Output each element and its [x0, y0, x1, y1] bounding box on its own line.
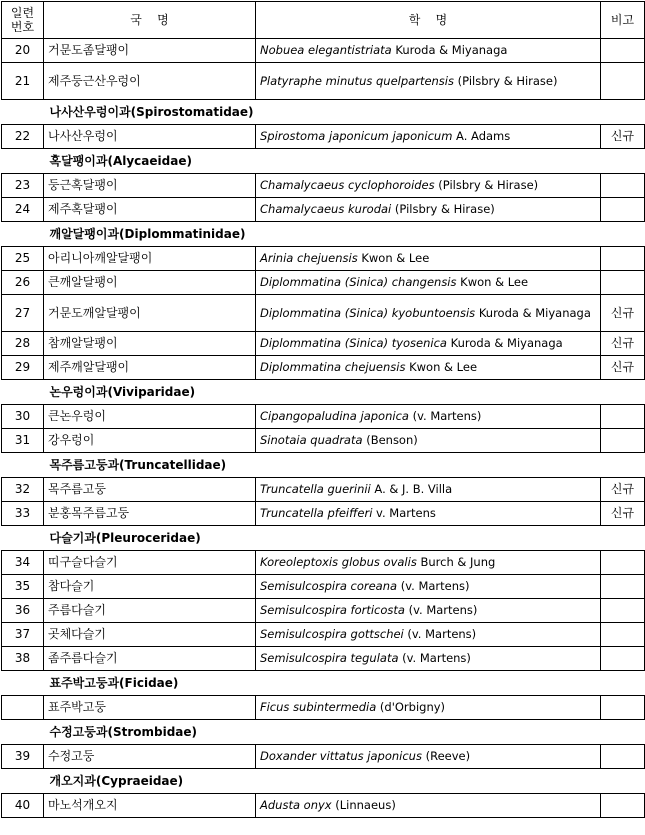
family-heading: 나사산우렁이과(Spirostomatidae): [49, 104, 254, 119]
korean-name-cell: 수정고둥: [44, 745, 256, 769]
korean-name-cell: 표주박고둥: [44, 696, 256, 720]
species-binomial: Semisulcospira coreana: [260, 579, 398, 593]
serial-number-cell: 24: [2, 198, 44, 222]
korean-name-cell: 분홍목주름고둥: [44, 502, 256, 526]
family-heading-row: [2, 526, 645, 551]
family-heading: 다슬기과(Pleuroceridae): [49, 530, 201, 545]
serial-number-cell: 35: [2, 575, 44, 599]
scientific-name-cell: [256, 794, 601, 818]
korean-name-cell: 거문도깨알달팽이: [44, 295, 256, 332]
family-heading-row: [2, 671, 645, 696]
serial-number-cell: 36: [2, 599, 44, 623]
note-cell: [601, 429, 645, 453]
scientific-name-cell: [256, 405, 601, 429]
korean-name-cell: 제주둥근산우렁이: [44, 63, 256, 100]
species-authority: (Pilsbry & Hirase): [454, 73, 558, 88]
table-row: [2, 575, 645, 599]
serial-number-cell: 34: [2, 551, 44, 575]
family-heading-row: [2, 100, 645, 125]
header-korean-name: 국 명: [44, 2, 256, 39]
scientific-name-cell: [256, 696, 601, 720]
species-binomial: Diplommatina (Sinica) kyobuntoensis: [260, 305, 476, 320]
serial-number-cell: 25: [2, 247, 44, 271]
table-row: [2, 599, 645, 623]
korean-name-cell: 큰깨알달팽이: [44, 271, 256, 295]
note-cell: [601, 174, 645, 198]
family-heading-row: [2, 149, 645, 174]
korean-name-cell: 나사산우렁이: [44, 125, 256, 149]
species-binomial: Diplommatina chejuensis: [260, 360, 406, 374]
scientific-name-cell: [256, 551, 601, 575]
table-row: [2, 125, 645, 149]
korean-name-cell: 강우렁이: [44, 429, 256, 453]
species-authority: Kwon & Lee: [456, 275, 529, 289]
serial-number-cell: 20: [2, 39, 44, 63]
serial-number-cell: 21: [2, 63, 44, 100]
species-binomial: Platyraphe minutus quelpartensis: [260, 73, 454, 88]
species-binomial: Chamalycaeus cyclophoroides: [260, 178, 435, 192]
species-authority: (Pilsbry & Hirase): [434, 178, 539, 192]
note-cell: [601, 63, 645, 100]
korean-name-cell: 목주름고둥: [44, 478, 256, 502]
species-binomial: Semisulcospira forticosta: [260, 603, 405, 617]
table-row: [2, 794, 645, 818]
species-authority: (Reeve): [421, 749, 471, 763]
table-row: [2, 332, 645, 356]
serial-number-cell: 40: [2, 794, 44, 818]
serial-number-cell: 33: [2, 502, 44, 526]
species-binomial: Ficus subintermedia: [260, 700, 377, 714]
species-authority: Kuroda & Miyanaga: [446, 336, 563, 350]
species-authority: (d'Orbigny): [376, 700, 446, 714]
species-authority: (v. Martens): [408, 409, 482, 423]
species-authority: Burch & Jung: [416, 555, 496, 569]
note-cell: 신규: [601, 502, 645, 526]
scientific-name-cell: [256, 647, 601, 671]
korean-name-cell: 참다슬기: [44, 575, 256, 599]
serial-number-cell: 32: [2, 478, 44, 502]
species-binomial: Cipangopaludina japonica: [260, 409, 409, 423]
scientific-name-cell: [256, 332, 601, 356]
family-heading: 목주름고둥과(Truncatellidae): [49, 457, 227, 472]
header-note: 비고: [601, 2, 645, 39]
scientific-name-cell: [256, 125, 601, 149]
species-authority: v. Martens: [372, 506, 436, 520]
scientific-name-cell: [256, 39, 601, 63]
korean-name-cell: 제주깨알달팽이: [44, 356, 256, 380]
species-binomial: Semisulcospira tegulata: [260, 651, 399, 665]
table-row: [2, 295, 645, 332]
species-authority: (v. Martens): [403, 627, 477, 641]
serial-number-cell: 37: [2, 623, 44, 647]
species-binomial: Truncatella pfeifferi: [260, 506, 373, 520]
scientific-name-cell: [256, 356, 601, 380]
serial-number-cell: 29: [2, 356, 44, 380]
family-heading-row: [2, 453, 645, 478]
table-row: [2, 551, 645, 575]
note-cell: 신규: [601, 125, 645, 149]
serial-number-cell: 38: [2, 647, 44, 671]
serial-number-cell: 22: [2, 125, 44, 149]
species-binomial: Spirostoma japonicum japonicum: [260, 129, 453, 143]
table-row: [2, 502, 645, 526]
species-authority: (v. Martens): [404, 603, 478, 617]
note-cell: 신규: [601, 478, 645, 502]
scientific-name-cell: [256, 295, 601, 332]
family-heading-row: [2, 222, 645, 247]
species-table: [1, 1, 645, 818]
table-row: [2, 271, 645, 295]
note-cell: [601, 271, 645, 295]
serial-number-cell: 39: [2, 745, 44, 769]
serial-number-cell: 28: [2, 332, 44, 356]
note-cell: [601, 696, 645, 720]
table-row: [2, 356, 645, 380]
family-heading-row: [2, 380, 645, 405]
serial-number-cell: 23: [2, 174, 44, 198]
species-binomial: Chamalycaeus kurodai: [260, 202, 392, 216]
korean-name-cell: 큰논우렁이: [44, 405, 256, 429]
korean-name-cell: 둥근혹달팽이: [44, 174, 256, 198]
scientific-name-cell: [256, 271, 601, 295]
table-row: [2, 405, 645, 429]
note-cell: [601, 405, 645, 429]
species-binomial: Semisulcospira gottschei: [260, 627, 404, 641]
note-cell: [601, 623, 645, 647]
header-serial-number: 일련 번호: [2, 2, 44, 39]
serial-number-cell: 30: [2, 405, 44, 429]
species-authority: A. & J. B. Villa: [370, 482, 453, 496]
table-row: [2, 174, 645, 198]
table-row: [2, 478, 645, 502]
species-authority: (Benson): [362, 433, 418, 447]
serial-number-cell: 26: [2, 271, 44, 295]
table-row: [2, 63, 645, 100]
note-cell: [601, 198, 645, 222]
species-authority: Kuroda & Miyanaga: [475, 305, 591, 320]
note-cell: [601, 647, 645, 671]
scientific-name-cell: [256, 745, 601, 769]
note-cell: [601, 551, 645, 575]
species-authority: (Linnaeus): [331, 798, 396, 812]
table-row: [2, 429, 645, 453]
species-authority: (v. Martens): [398, 651, 471, 665]
header-row: [2, 2, 645, 39]
species-authority: (Pilsbry & Hirase): [391, 202, 495, 216]
species-binomial: Nobuea elegantistriata: [260, 43, 392, 57]
note-cell: 신규: [601, 295, 645, 332]
table-row: [2, 39, 645, 63]
header-scientific-name: 학 명: [256, 2, 601, 39]
scientific-name-cell: [256, 198, 601, 222]
table-row: [2, 623, 645, 647]
serial-number-cell: 27: [2, 295, 44, 332]
scientific-name-cell: [256, 478, 601, 502]
scientific-name-cell: [256, 623, 601, 647]
note-cell: 신규: [601, 332, 645, 356]
note-cell: [601, 794, 645, 818]
family-heading: 혹달팽이과(Alycaeidae): [49, 153, 192, 168]
note-cell: [601, 39, 645, 63]
family-heading: 개오지과(Cypraeidae): [49, 773, 184, 788]
scientific-name-cell: [256, 502, 601, 526]
family-heading: 논우렁이과(Viviparidae): [49, 384, 196, 399]
scientific-name-cell: [256, 247, 601, 271]
species-binomial: Arinia chejuensis: [260, 251, 358, 265]
table-row: [2, 745, 645, 769]
table-row: [2, 696, 645, 720]
species-binomial: Koreoleptoxis globus ovalis: [260, 555, 417, 569]
korean-name-cell: 좀주름다슬기: [44, 647, 256, 671]
species-authority: A. Adams: [452, 129, 511, 143]
korean-name-cell: 곳체다슬기: [44, 623, 256, 647]
note-cell: 신규: [601, 356, 645, 380]
korean-name-cell: 주름다슬기: [44, 599, 256, 623]
korean-name-cell: 거문도좀달팽이: [44, 39, 256, 63]
species-authority: (v. Martens): [397, 579, 470, 593]
species-binomial: Diplommatina (Sinica) changensis: [260, 275, 457, 289]
species-authority: Kuroda & Miyanaga: [391, 43, 508, 57]
table-row: [2, 247, 645, 271]
korean-name-cell: 마노석개오지: [44, 794, 256, 818]
korean-name-cell: 제주혹달팽이: [44, 198, 256, 222]
serial-number-cell: 31: [2, 429, 44, 453]
scientific-name-cell: [256, 599, 601, 623]
scientific-name-cell: [256, 429, 601, 453]
serial-number-cell: [2, 696, 44, 720]
note-cell: [601, 575, 645, 599]
korean-name-cell: 아리니아깨알달팽이: [44, 247, 256, 271]
family-heading-row: [2, 720, 645, 745]
family-heading: 표주박고둥과(Ficidae): [49, 675, 179, 690]
species-binomial: Adusta onyx: [260, 798, 332, 812]
scientific-name-cell: [256, 63, 601, 100]
family-heading: 수정고둥과(Strombidae): [49, 724, 198, 739]
korean-name-cell: 띠구슬다슬기: [44, 551, 256, 575]
scientific-name-cell: [256, 575, 601, 599]
family-heading: 깨알달팽이과(Diplommatinidae): [49, 226, 246, 241]
table-row: [2, 198, 645, 222]
family-heading-row: [2, 769, 645, 794]
species-binomial: Doxander vittatus japonicus: [260, 749, 422, 763]
species-binomial: Sinotaia quadrata: [260, 433, 363, 447]
note-cell: [601, 247, 645, 271]
species-binomial: Truncatella guerinii: [260, 482, 371, 496]
species-authority: Kwon & Lee: [405, 360, 478, 374]
species-authority: Kwon & Lee: [357, 251, 430, 265]
note-cell: [601, 745, 645, 769]
table-body: [2, 39, 645, 818]
scientific-name-cell: [256, 174, 601, 198]
species-binomial: Diplommatina (Sinica) tyosenica: [260, 336, 447, 350]
korean-name-cell: 참깨알달팽이: [44, 332, 256, 356]
note-cell: [601, 599, 645, 623]
table-row: [2, 647, 645, 671]
